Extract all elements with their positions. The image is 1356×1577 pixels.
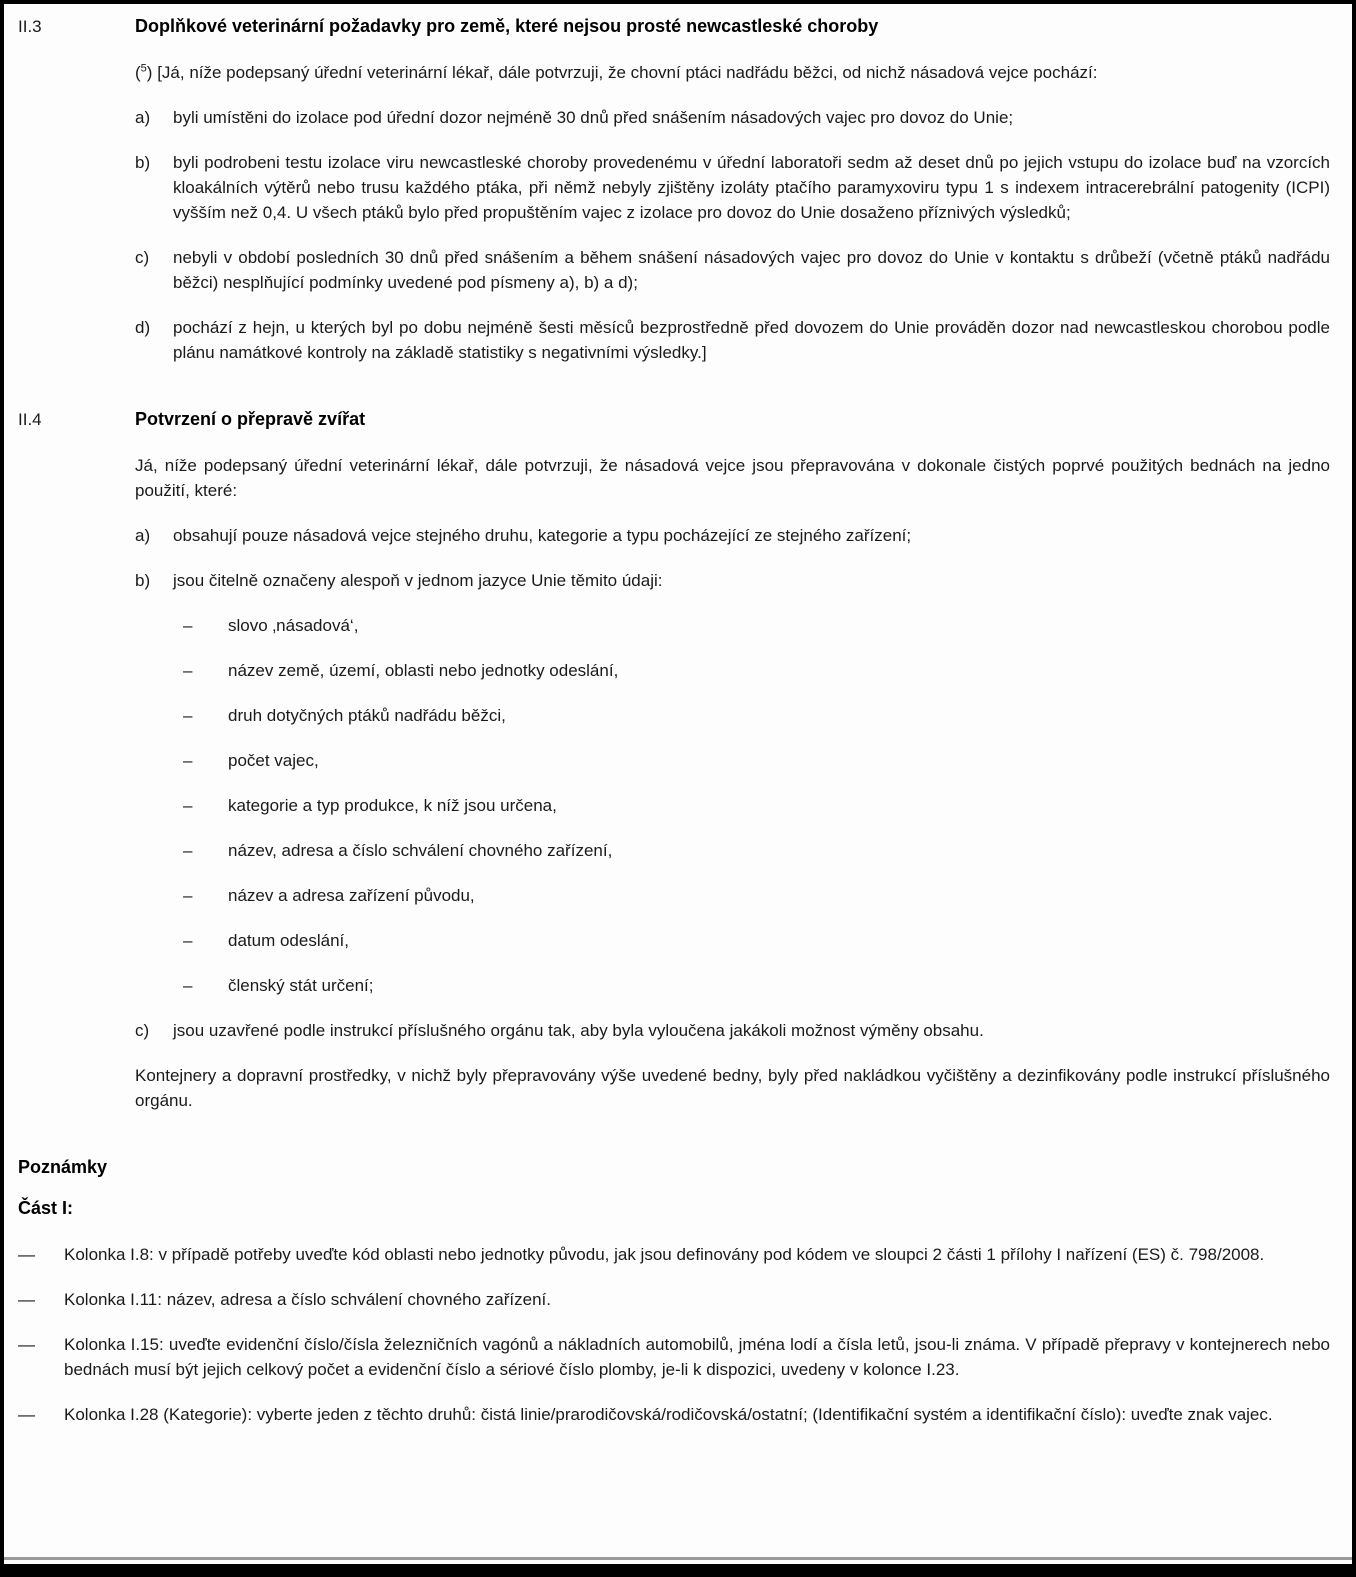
list-item (135, 150, 1330, 225)
dash-marker: — (18, 1290, 35, 1309)
section-content (135, 14, 1330, 365)
list-item (135, 245, 1330, 295)
dash-marker: – (183, 616, 193, 635)
note-text: Kolonka I.28 (Kategorie): vyberte jeden z těchto druhů: čistá linie/prarodičovská/rodičovská/ostatní; (Identifikační systém a identifikační číslo): uveďte znak vajec. (64, 1405, 1273, 1424)
item-marker: d) (135, 318, 151, 337)
sub-item-text: název země, území, oblasti nebo jednotky odeslání, (228, 661, 619, 680)
sub-list-item (173, 748, 1330, 773)
section-heading: Doplňkové veterinární požadavky pro země, které nejsou prosté newcastleské choroby (135, 16, 879, 36)
item-marker: a) (135, 108, 151, 127)
item-marker: c) (135, 1021, 150, 1040)
list-item (135, 523, 1330, 548)
sub-list-item (173, 928, 1330, 953)
dash-marker: – (183, 706, 193, 725)
dash-marker: – (183, 841, 193, 860)
item-text: pochází z hejn, u kterých byl po dobu nejméně šesti měsíců bezprostředně před dovozem do Unie prováděn dozor nad newcastleskou chorobou podle plánu namátkové kontroly na základě statistiky s negativními výsledky.] (173, 318, 1330, 362)
dash-marker: – (183, 796, 193, 815)
item-text: obsahují pouze násadová vejce stejného druhu, kategorie a typu pocházející ze stejného zařízení; (173, 526, 912, 545)
sub-list-item (173, 973, 1330, 998)
note-item (18, 1287, 1330, 1312)
section-heading: Potvrzení o přepravě zvířat (135, 409, 366, 429)
footnote-paren-close: ) (146, 63, 153, 82)
list-item (135, 1018, 1330, 1043)
bottom-hairline (4, 1557, 1352, 1560)
footnote-ref (135, 63, 152, 82)
item-text: byli podrobeni testu izolace viru newcastleské choroby provedenému v úřední laboratoři sedm až deset dnů po jejich vstupu do izolace buď na vzorcích kloakálních výtěrů nebo trusu každého ptáka, při němž nebyly zjištěny izoláty ptačího paramyxoviru typu 1 s indexem intracerebrální patogenity (ICPI) vyšším než 0,4. U všech ptáků bylo před propuštěním vajec z izolace pro dovoz do Unie dosaženo příznivých výsledků; (173, 153, 1330, 222)
sub-item-text: datum odeslání, (228, 931, 349, 950)
section-intro: Já, níže podepsaný úřední veterinární lékař, dále potvrzuji, že násadová vejce jsou přepravována v dokonale čistých poprvé použitých bednách na jedno použití, které: (135, 456, 1330, 500)
section-II3 (18, 14, 1330, 365)
item-marker: b) (135, 571, 151, 590)
item-text: jsou čitelně označeny alespoň v jednom jazyce Unie těmito údaji: (173, 571, 663, 590)
dash-marker: — (18, 1405, 35, 1424)
section-number: II.4 (18, 410, 42, 429)
sub-item-text: kategorie a typ produkce, k níž jsou určena, (228, 796, 557, 815)
sub-item-text: název, adresa a číslo schválení chovného zařízení, (228, 841, 613, 860)
note-text: Kolonka I.8: v případě potřeby uveďte kód oblasti nebo jednotky původu, jak jsou definovány pod kódem ve sloupci 2 části 1 přílohy I nařízení (ES) č. 798/2008. (64, 1245, 1265, 1264)
dash-marker: – (183, 931, 193, 950)
sub-item-text: počet vajec, (228, 751, 319, 770)
note-item (18, 1402, 1330, 1427)
sub-item-text: slovo ‚násadová‘, (228, 616, 359, 635)
notes-part-heading: Část I: (18, 1198, 74, 1218)
notes-heading: Poznámky (18, 1157, 108, 1177)
list-item (135, 105, 1330, 130)
bottom-band (4, 1564, 1352, 1573)
note-text: Kolonka I.11: název, adresa a číslo schválení chovného zařízení. (64, 1290, 551, 1309)
sub-item-text: název a adresa zařízení původu, (228, 886, 475, 905)
item-text: nebyli v období posledních 30 dnů před snášením a během snášení násadových vajec pro dovoz do Unie v kontaktu s drůbeží (včetně ptáků nadřádu běžci) nesplňující podmínky uvedené pod písmeny a), b) a d); (173, 248, 1330, 292)
intro-text: [Já, níže podepsaný úřední veterinární lékař, dále potvrzuji, že chovní ptáci nadřádu běžci, od nichž násadová vejce pochází: (157, 63, 1098, 82)
note-item (18, 1332, 1330, 1382)
section-number: II.3 (18, 17, 42, 36)
item-marker: c) (135, 248, 150, 267)
footnote-paren-open: ( (135, 63, 141, 82)
dash-marker: — (18, 1245, 35, 1264)
sub-list-item (173, 883, 1330, 908)
dash-marker: – (183, 661, 193, 680)
list-item (135, 568, 1330, 998)
sub-list-item (173, 703, 1330, 728)
sub-list-item (173, 838, 1330, 863)
item-text: jsou uzavřené podle instrukcí příslušného orgánu tak, aby byla vyloučena jakákoli možnost výměny obsahu. (173, 1021, 984, 1040)
item-text: byli umístěni do izolace pod úřední dozor nejméně 30 dnů před snášením násadových vajec pro dovoz do Unie; (173, 108, 1014, 127)
item-marker: b) (135, 153, 151, 172)
sub-list-item (173, 613, 1330, 638)
sub-item-text: členský stát určení; (228, 976, 374, 995)
dash-marker: – (183, 886, 193, 905)
sub-list-item (173, 793, 1330, 818)
closing-paragraph: Kontejnery a dopravní prostředky, v nichž byly přepravovány výše uvedené bedny, byly před nakládkou vyčištěny a dezinfikovány podle instrukcí příslušného orgánu. (135, 1066, 1330, 1110)
dash-marker: – (183, 751, 193, 770)
section-II4 (18, 407, 1330, 1113)
list-item (135, 315, 1330, 365)
dash-marker: — (18, 1335, 35, 1354)
note-item (18, 1242, 1330, 1267)
sub-list-item (173, 658, 1330, 683)
notes-section (18, 1155, 1330, 1427)
sub-item-text: druh dotyčných ptáků nadřádu běžci, (228, 706, 506, 725)
dash-marker: – (183, 976, 193, 995)
section-intro (135, 60, 1330, 85)
item-marker: a) (135, 526, 151, 545)
note-text: Kolonka I.15: uveďte evidenční číslo/čísla železničních vagónů a nákladních automobilů, jména lodí a čísla letů, jsou-li známa. V případě přepravy v kontejnerech nebo bednách musí být jejich celkový počet a evidenční číslo a sériové číslo plomby, je-li k dispozici, uvedeny v kolonce I.23. (64, 1335, 1330, 1379)
footnote-number: 5 (140, 62, 147, 75)
section-content (135, 407, 1330, 1113)
